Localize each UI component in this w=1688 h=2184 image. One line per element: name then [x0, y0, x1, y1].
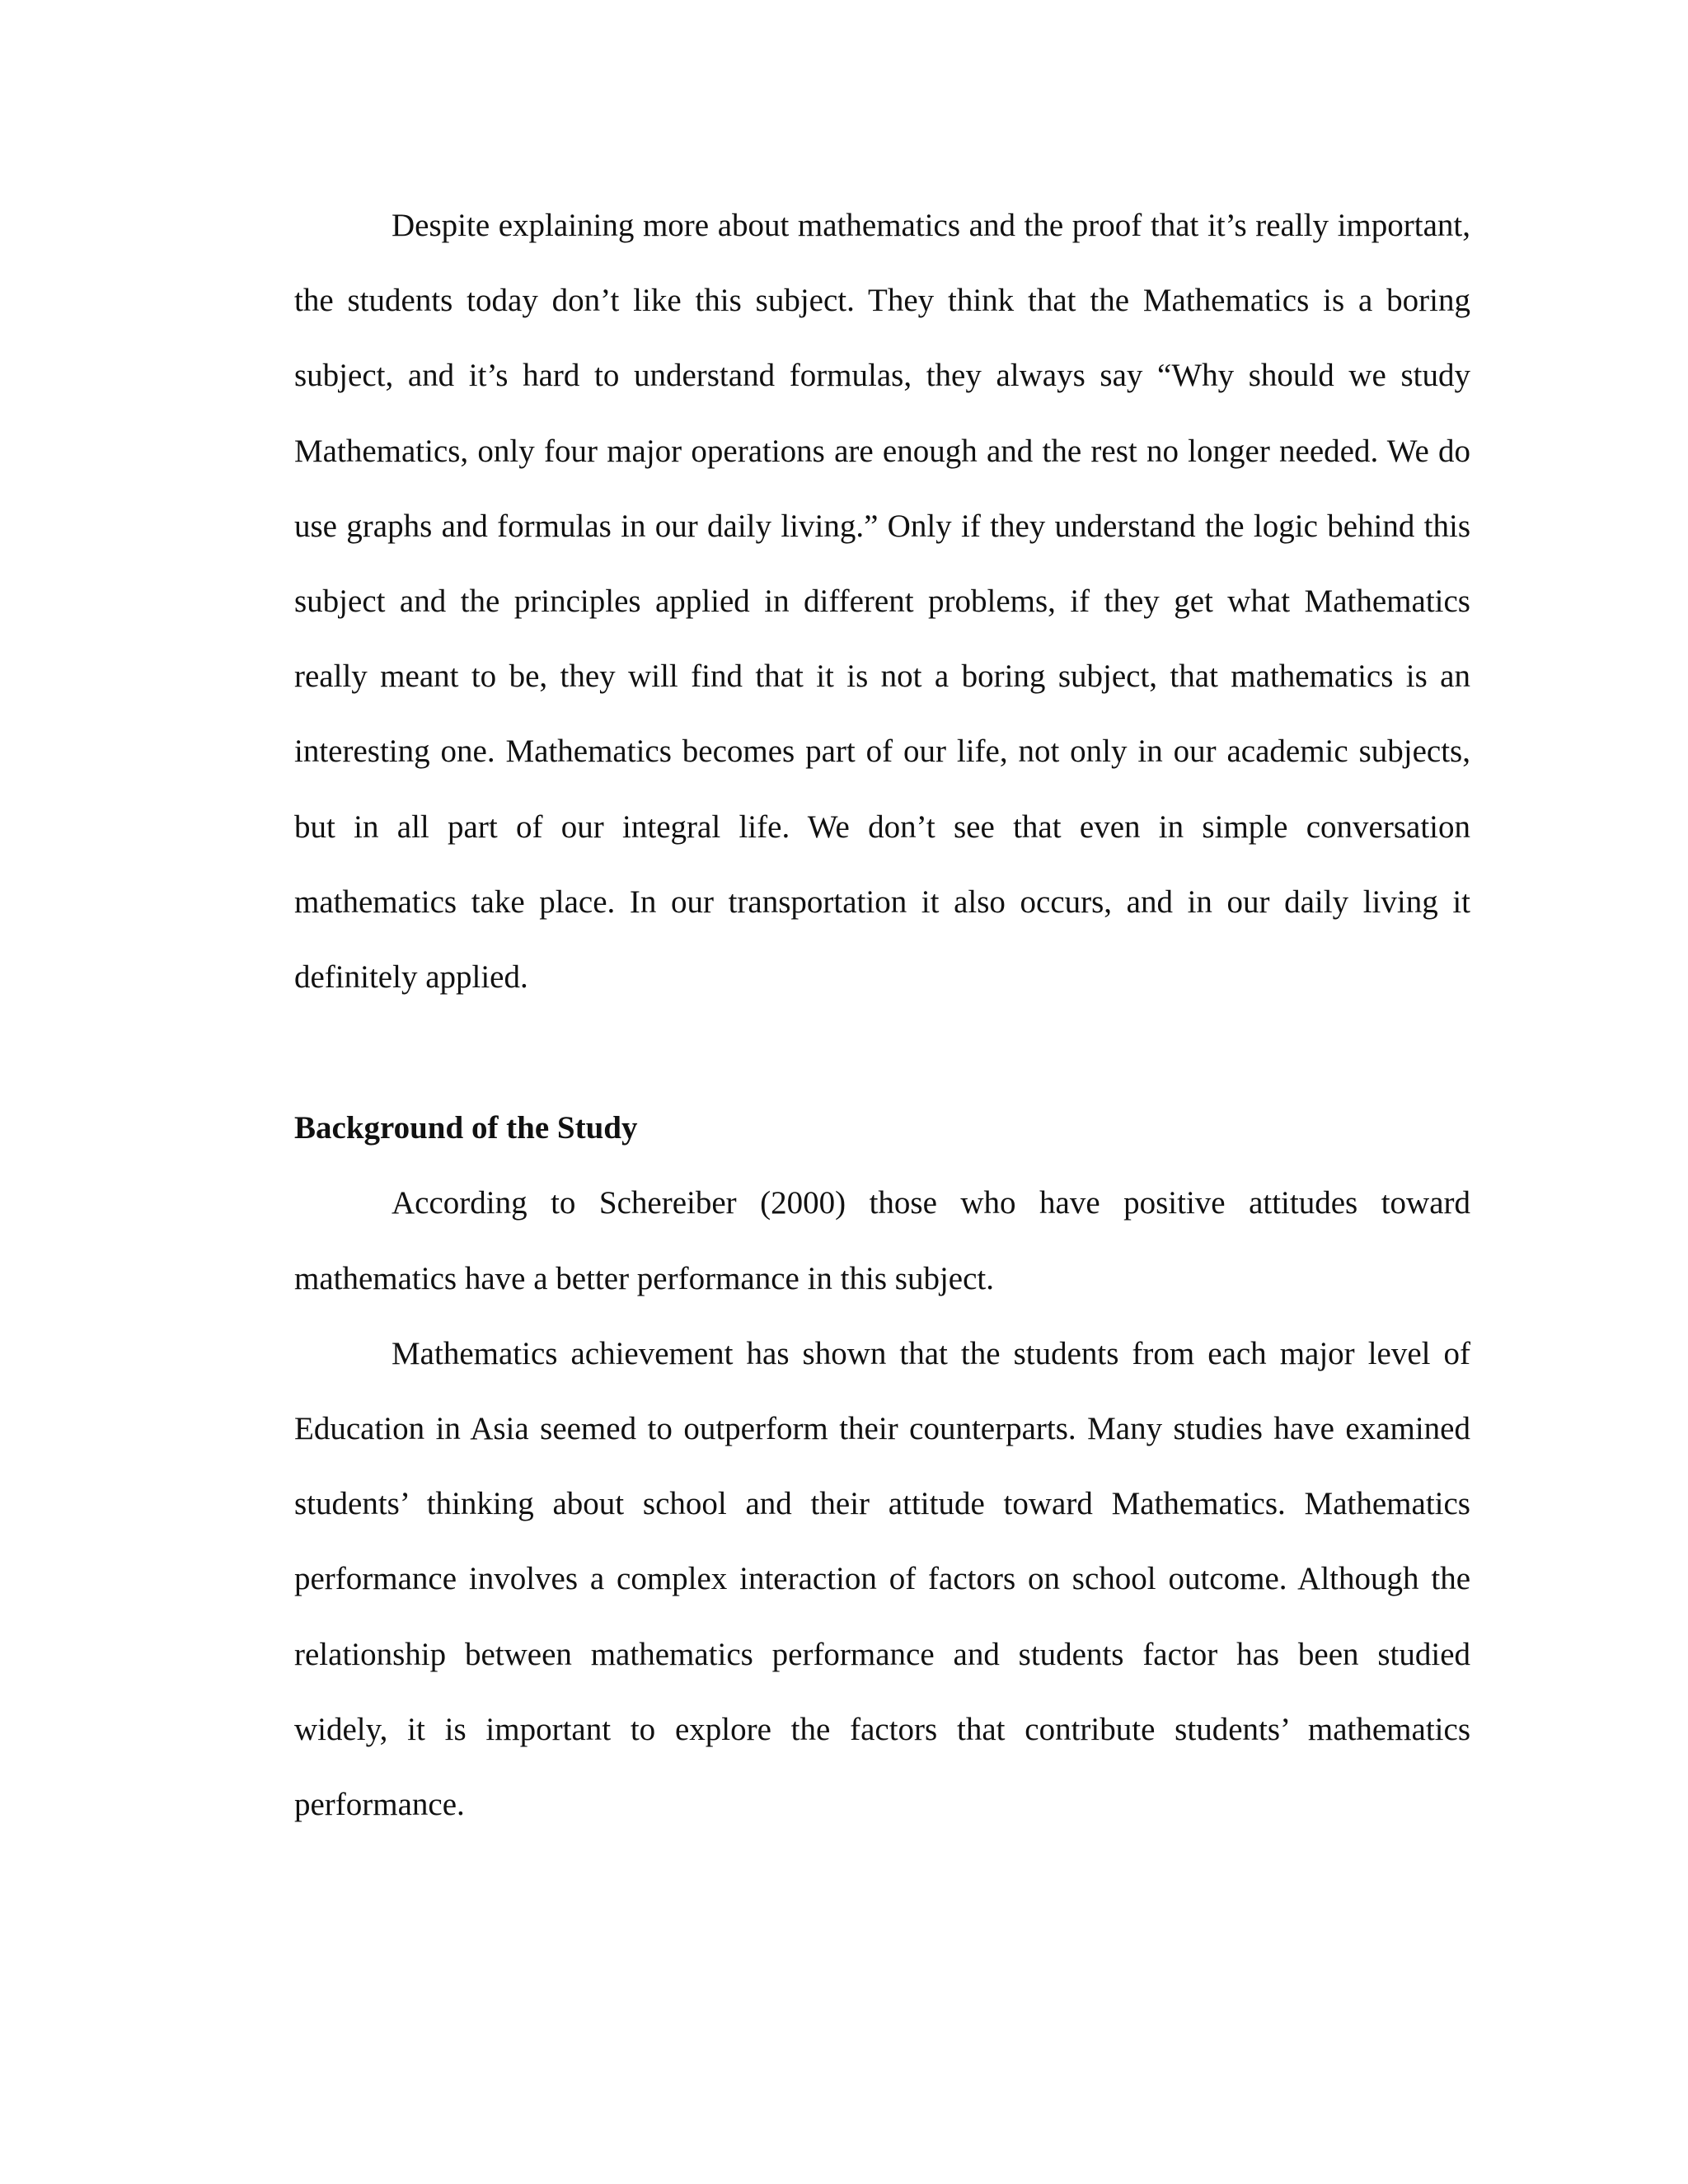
- document-body: [294, 188, 1470, 1842]
- section-heading: Background of the Study: [294, 1110, 638, 1146]
- intro-paragraph: Despite explaining more about mathematics and the proof that it’s really important, the students today don’t like this subject. They think that the Mathematics is a boring subject, and it’s hard to understand formulas, they always say “Why should we study Mathematics, only four major operations are enough and the rest no longer needed. We do use graphs and formulas in our daily living.” Only if they understand the logic behind this subject and the principles applied in different problems, if they get what Mathematics really meant to be, they will find that it is not a boring subject, that mathematics is an interesting one. Mathematics becomes part of our life, not only in our academic subjects, but in all part of our integral life. We don’t see that even in simple conversation mathematics take place. In our transportation it also occurs, and in our daily living it definitely applied.: [294, 208, 1470, 996]
- background-paragraph-2: Mathematics achievement has shown that the students from each major level of Education in Asia seemed to outperform their counterparts. Many studies have examined students’ thinking about school and their attitude toward Mathematics. Mathematics performance involves a complex interaction of factors on school outcome. Although the relationship between mathematics performance and students factor has been studied widely, it is important to explore the factors that contribute students’ mathematics performance.: [294, 1335, 1470, 1823]
- background-paragraph-1: According to Schereiber (2000) those who have positive attitudes toward mathematics have a better performance in this subject.: [294, 1185, 1470, 1296]
